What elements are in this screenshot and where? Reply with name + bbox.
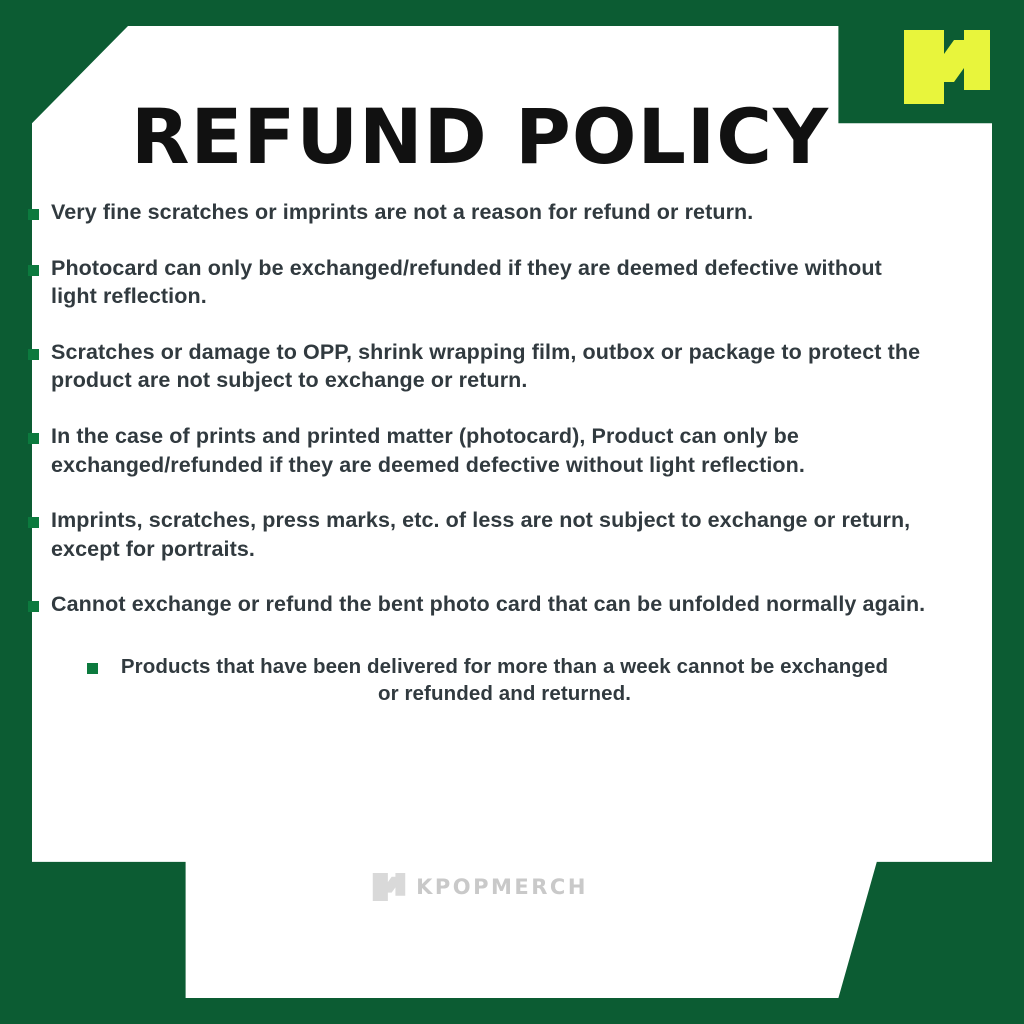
footer-brand xyxy=(0,872,960,902)
list-item xyxy=(28,254,940,311)
list-item-text: Imprints, scratches, press marks, etc. of less are not subject to exchange or return, except for portraits. xyxy=(51,508,911,561)
square-bullet-icon xyxy=(28,601,39,612)
square-bullet-icon xyxy=(28,349,39,360)
list-item xyxy=(28,198,940,227)
square-bullet-icon xyxy=(28,265,39,276)
kpopmerch-logo-icon xyxy=(902,28,992,106)
list-item xyxy=(28,338,940,395)
policy-list xyxy=(28,198,940,707)
list-item-text: In the case of prints and printed matter (photocard), Product can only be exchanged/refunded if they are deemed defective without light reflection. xyxy=(51,423,805,477)
list-item xyxy=(28,422,940,479)
list-item xyxy=(28,506,940,563)
list-item xyxy=(28,590,940,619)
list-item-text: Very fine scratches or imprints are not a reason for refund or return. xyxy=(51,200,754,224)
list-item-text: Photocard can only be exchanged/refunded if they are deemed defective without light reflection. xyxy=(51,255,882,309)
list-item-text: Scratches or damage to OPP, shrink wrapping film, outbox or package to protect the product are not subject to exchange or return. xyxy=(51,339,921,393)
square-bullet-icon xyxy=(28,433,39,444)
square-bullet-icon xyxy=(87,663,98,674)
policy-note xyxy=(46,653,940,708)
kpopmerch-footer-logo-icon xyxy=(372,872,406,902)
square-bullet-icon xyxy=(28,209,39,220)
policy-note-text: Products that have been delivered for more than a week cannot be exchanged or refunded and returned. xyxy=(120,654,889,706)
page-title: REFUND POLICY xyxy=(130,92,830,181)
list-item-text: Cannot exchange or refund the bent photo card that can be unfolded normally again. xyxy=(51,592,926,617)
footer-brand-text: KPOPMERCH xyxy=(416,875,588,899)
square-bullet-icon xyxy=(28,517,39,528)
